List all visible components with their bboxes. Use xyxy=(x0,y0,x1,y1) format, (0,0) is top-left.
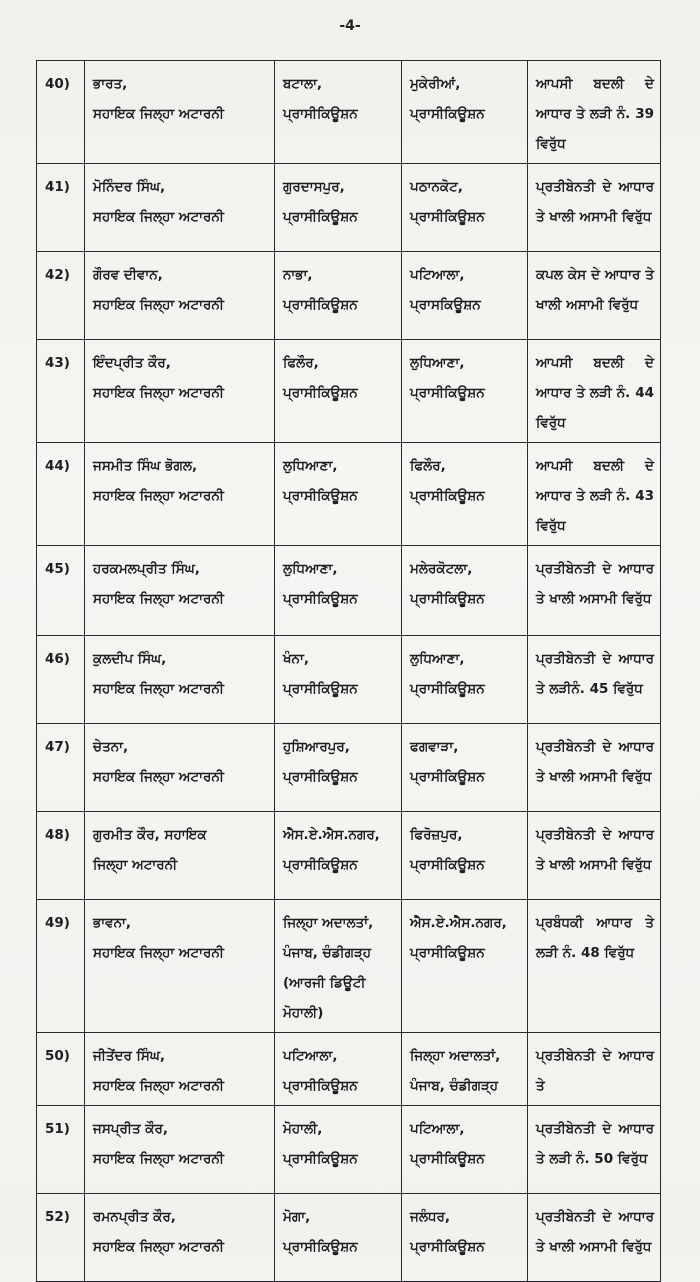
remark-text: ਪ੍ਰਤੀਬੇਨਤੀ ਦੇ ਆਧਾਰ ਤੇ ਖਾਲੀ ਅਸਾਮੀ ਵਿਰੁੱਧ xyxy=(536,827,654,873)
from-place: ਲੁਧਿਆਣਾ, xyxy=(283,561,338,577)
serial-number-cell xyxy=(37,724,85,812)
to-station-cell xyxy=(402,1194,528,1282)
officer-designation: ਸਹਾਇਕ ਜਿਲ੍ਹਾ ਅਟਾਰਨੀ xyxy=(93,297,224,313)
to-station-cell xyxy=(402,252,528,340)
from-place: ਬਟਾਲਾ, xyxy=(283,76,323,92)
to-station-cell xyxy=(402,636,528,724)
to-place: ਪਠਾਨਕੋਟ, xyxy=(410,179,463,195)
table-row xyxy=(37,900,661,1033)
to-station-cell xyxy=(402,724,528,812)
officer-name: ਰਮਨਪ੍ਰੀਤ ਕੌਰ, xyxy=(93,1209,176,1225)
officer-designation: ਜਿਲ੍ਹਾ ਅਟਾਰਨੀ xyxy=(93,857,178,873)
officer-name: ਜਸਮੀਤ ਸਿੰਘ ਭੋਗਲ, xyxy=(93,458,198,474)
serial-number: 46) xyxy=(45,651,70,667)
to-station-cell xyxy=(402,1106,528,1194)
to-department: ਪ੍ਰਾਸੀਕਿਊਸ਼ਨ xyxy=(410,209,485,225)
from-place: ਹੁਸ਼ਿਆਰਪੁਰ, xyxy=(283,739,350,755)
serial-number: 41) xyxy=(45,179,70,195)
remark-cell xyxy=(528,724,661,812)
officer-cell xyxy=(85,252,275,340)
to-department: ਪ੍ਰਾਸਕਿਊਸ਼ਨ xyxy=(410,297,481,313)
to-department: ਪ੍ਰਾਸੀਕਿਊਸ਼ਨ xyxy=(410,769,485,785)
from-station-cell xyxy=(275,340,402,443)
to-department: ਪ੍ਰਾਸੀਕਿਊਸ਼ਨ xyxy=(410,1151,485,1167)
serial-number-cell xyxy=(37,252,85,340)
officer-name: ਗੁਰਮੀਤ ਕੌਰ, ਸਹਾਇਕ xyxy=(93,827,207,843)
to-place: ਮਲੇਰਕੋਟਲਾ, xyxy=(410,561,473,577)
table-row xyxy=(37,340,661,443)
from-station-cell xyxy=(275,1106,402,1194)
remark-text: ਆਪਸੀ ਬਦਲੀ ਦੇ ਆਧਾਰ ਤੇ ਲੜੀ ਨੰ. 39 ਵਿਰੁੱਧ xyxy=(536,76,654,152)
officer-designation: ਸਹਾਇਕ ਜਿਲ੍ਹਾ ਅਟਾਰਨੀ xyxy=(93,769,224,785)
to-place: ਮੁਕੇਰੀਆਂ, xyxy=(410,76,461,92)
remark-cell xyxy=(528,1106,661,1194)
serial-number: 47) xyxy=(45,739,70,755)
from-place: ਮੋਗਾ, xyxy=(283,1209,311,1225)
to-department: ਪ੍ਰਾਸੀਕਿਊਸ਼ਨ xyxy=(410,385,485,401)
officer-name: ਜਸਪ੍ਰੀਤ ਕੌਰ, xyxy=(93,1121,168,1137)
officer-cell xyxy=(85,724,275,812)
serial-number-cell xyxy=(37,546,85,636)
remark-cell xyxy=(528,812,661,900)
to-station-cell xyxy=(402,900,528,1033)
remark-cell xyxy=(528,1033,661,1106)
officer-name: ਇੰਦਪ੍ਰੀਤ ਕੌਰ, xyxy=(93,355,171,371)
serial-number: 49) xyxy=(45,915,70,931)
officer-designation: ਸਹਾਇਕ ਜਿਲ੍ਹਾ ਅਟਾਰਨੀ xyxy=(93,945,224,961)
officer-cell xyxy=(85,812,275,900)
serial-number-cell xyxy=(37,443,85,546)
officer-name: ਜੀਤੇਂਦਰ ਸਿੰਘ, xyxy=(93,1048,166,1064)
officer-designation: ਸਹਾਇਕ ਜਿਲ੍ਹਾ ਅਟਾਰਨੀ xyxy=(93,209,224,225)
from-station-cell xyxy=(275,812,402,900)
remark-cell xyxy=(528,546,661,636)
from-department: ਪ੍ਰਾਸੀਕਿਊਸ਼ਨ xyxy=(283,857,358,873)
table-row xyxy=(37,1033,661,1106)
from-place: ਲੁਧਿਆਣਾ, xyxy=(283,458,338,474)
from-station-cell xyxy=(275,61,402,164)
from-place: ਐਸ.ਏ.ਐਸ.ਨਗਰ, xyxy=(283,827,380,843)
from-department: ਪ੍ਰਾਸੀਕਿਊਸ਼ਨ xyxy=(283,1078,358,1094)
to-place: ਐਸ.ਏ.ਐਸ.ਨਗਰ, xyxy=(410,915,507,931)
remark-text: ਪ੍ਰਤੀਬੇਨਤੀ ਦੇ ਆਧਾਰ ਤੇ ਖਾਲੀ ਅਸਾਮੀ ਵਿਰੁੱਧ xyxy=(536,561,654,607)
from-station-cell xyxy=(275,443,402,546)
to-place: ਜਿਲ੍ਹਾ ਅਦਾਲਤਾਂ, xyxy=(410,1048,501,1064)
remark-text: ਪ੍ਰਤੀਬੇਨਤੀ ਦੇ ਆਧਾਰ ਤੇ ਲੜੀਨੰ. 45 ਵਿਰੁੱਧ xyxy=(536,651,654,697)
to-place: ਲੁਧਿਆਣਾ, xyxy=(410,651,465,667)
officer-name: ਭਾਰਤ, xyxy=(93,76,128,92)
serial-number-cell xyxy=(37,340,85,443)
serial-number: 52) xyxy=(45,1209,70,1225)
to-department: ਪ੍ਰਾਸੀਕਿਊਸ਼ਨ xyxy=(410,857,485,873)
serial-number: 43) xyxy=(45,355,70,371)
serial-number-cell xyxy=(37,1033,85,1106)
remark-text: ਪ੍ਰਤੀਬੇਨਤੀ ਦੇ ਆਧਾਰ ਤੇ ਖਾਲੀ ਅਸਾਮੀ ਵਿਰੁੱਧ xyxy=(536,739,654,785)
from-department: ਪ੍ਰਾਸੀਕਿਊਸ਼ਨ xyxy=(283,591,358,607)
table-row xyxy=(37,724,661,812)
from-department: ਪ੍ਰਾਸੀਕਿਊਸ਼ਨ xyxy=(283,1151,358,1167)
to-department: ਪ੍ਰਾਸੀਕਿਊਸ਼ਨ xyxy=(410,945,485,961)
remark-text: ਪ੍ਰਤੀਬੇਨਤੀ ਦੇ ਆਧਾਰ ਤੇ xyxy=(536,1048,654,1094)
remark-text: ਕਪਲ ਕੇਸ ਦੇ ਆਧਾਰ ਤੇ ਖਾਲੀ ਅਸਾਮੀ ਵਿਰੁੱਧ xyxy=(536,267,654,313)
table-row xyxy=(37,61,661,164)
from-station-cell xyxy=(275,252,402,340)
from-place: ਜਿਲ੍ਹਾ ਅਦਾਲਤਾਂ, xyxy=(283,915,374,931)
officer-name: ਚੇਤਨਾ, xyxy=(93,739,129,755)
to-place: ਲੁਧਿਆਣਾ, xyxy=(410,355,465,371)
remark-text: ਪ੍ਰਤੀਬੇਨਤੀ ਦੇ ਆਧਾਰ ਤੇ ਖਾਲੀ ਅਸਾਮੀ ਵਿਰੁੱਧ xyxy=(536,179,654,225)
from-department: ਪ੍ਰਾਸੀਕਿਊਸ਼ਨ xyxy=(283,1239,358,1255)
remark-text: ਆਪਸੀ ਬਦਲੀ ਦੇ ਆਧਾਰ ਤੇ ਲੜੀ ਨੰ. 44 ਵਿਰੁੱਧ xyxy=(536,355,654,431)
from-department: ਪ੍ਰਾਸੀਕਿਊਸ਼ਨ xyxy=(283,106,358,122)
to-department: ਪ੍ਰਾਸੀਕਿਊਸ਼ਨ xyxy=(410,591,485,607)
serial-number-cell xyxy=(37,1106,85,1194)
from-station-cell xyxy=(275,546,402,636)
table-row xyxy=(37,546,661,636)
officer-designation: ਸਹਾਇਕ ਜਿਲ੍ਹਾ ਅਟਾਰਨੀ xyxy=(93,488,224,504)
table-row xyxy=(37,1194,661,1282)
table-row xyxy=(37,443,661,546)
from-place: ਫਿਲੌਰ, xyxy=(283,355,319,371)
serial-number: 48) xyxy=(45,827,70,843)
to-place: ਫਗਵਾੜਾ, xyxy=(410,739,459,755)
to-place: ਪਟਿਆਲਾ, xyxy=(410,267,465,283)
officer-designation: ਸਹਾਇਕ ਜਿਲ੍ਹਾ ਅਟਾਰਨੀ xyxy=(93,385,224,401)
officer-cell xyxy=(85,443,275,546)
serial-number-cell xyxy=(37,636,85,724)
from-department: ਪ੍ਰਾਸੀਕਿਊਸ਼ਨ xyxy=(283,385,358,401)
officer-cell xyxy=(85,1033,275,1106)
serial-number: 51) xyxy=(45,1121,70,1137)
remark-cell xyxy=(528,636,661,724)
from-department: ਪੰਜਾਬ, ਚੰਡੀਗੜ੍ਹ (ਆਰਜੀ ਡਿਊਟੀ ਮੋਹਾਲੀ) xyxy=(283,945,372,1021)
from-place: ਖੰਨਾ, xyxy=(283,651,309,667)
from-place: ਮੋਹਾਲੀ, xyxy=(283,1121,323,1137)
remark-cell xyxy=(528,252,661,340)
remark-cell xyxy=(528,340,661,443)
page-number: -4- xyxy=(339,18,361,34)
to-station-cell xyxy=(402,812,528,900)
officer-cell xyxy=(85,546,275,636)
to-department: ਪ੍ਰਾਸੀਕਿਊਸ਼ਨ xyxy=(410,488,485,504)
from-station-cell xyxy=(275,1033,402,1106)
serial-number: 42) xyxy=(45,267,70,283)
officer-designation: ਸਹਾਇਕ ਜਿਲ੍ਹਾ ਅਟਾਰਨੀ xyxy=(93,681,224,697)
from-department: ਪ੍ਰਾਸੀਕਿਊਸ਼ਨ xyxy=(283,209,358,225)
officer-cell xyxy=(85,1106,275,1194)
to-department: ਪੰਜਾਬ, ਚੰਡੀਗੜ੍ਹ xyxy=(410,1078,499,1094)
to-place: ਫਿਲੌਰ, xyxy=(410,458,446,474)
to-station-cell xyxy=(402,164,528,252)
serial-number-cell xyxy=(37,164,85,252)
remark-cell xyxy=(528,900,661,1033)
officer-name: ਭਾਵਨਾ, xyxy=(93,915,132,931)
officer-designation: ਸਹਾਇਕ ਜਿਲ੍ਹਾ ਅਟਾਰਨੀ xyxy=(93,106,224,122)
officer-cell xyxy=(85,1194,275,1282)
officer-name: ਕੁਲਦੀਪ ਸਿੰਘ, xyxy=(93,651,167,667)
table-row xyxy=(37,252,661,340)
officer-cell xyxy=(85,61,275,164)
remark-text: ਆਪਸੀ ਬਦਲੀ ਦੇ ਆਧਾਰ ਤੇ ਲੜੀ ਨੰ. 43 ਵਿਰੁੱਧ xyxy=(536,458,654,534)
to-department: ਪ੍ਰਾਸੀਕਿਊਸ਼ਨ xyxy=(410,1239,485,1255)
to-station-cell xyxy=(402,546,528,636)
serial-number-cell xyxy=(37,1194,85,1282)
officer-name: ਹਰਕਮਲਪ੍ਰੀਤ ਸਿੰਘ, xyxy=(93,561,200,577)
remark-cell xyxy=(528,1194,661,1282)
remark-text: ਪ੍ਰਤੀਬੇਨਤੀ ਦੇ ਆਧਾਰ ਤੇ ਖਾਲੀ ਅਸਾਮੀ ਵਿਰੁੱਧ xyxy=(536,1209,654,1255)
remark-cell xyxy=(528,61,661,164)
to-station-cell xyxy=(402,1033,528,1106)
to-department: ਪ੍ਰਾਸੀਕਿਊਸ਼ਨ xyxy=(410,106,485,122)
to-place: ਪਟਿਆਲਾ, xyxy=(410,1121,465,1137)
serial-number: 40) xyxy=(45,76,70,92)
table-row xyxy=(37,812,661,900)
serial-number: 44) xyxy=(45,458,70,474)
from-department: ਪ੍ਰਾਸੀਕਿਊਸ਼ਨ xyxy=(283,769,358,785)
from-station-cell xyxy=(275,724,402,812)
serial-number-cell xyxy=(37,812,85,900)
transfer-orders-table xyxy=(36,60,661,1282)
from-department: ਪ੍ਰਾਸੀਕਿਊਸ਼ਨ xyxy=(283,297,358,313)
table-row xyxy=(37,164,661,252)
from-station-cell xyxy=(275,636,402,724)
serial-number-cell xyxy=(37,900,85,1033)
serial-number: 50) xyxy=(45,1048,70,1064)
officer-name: ਗੌਰਵ ਦੀਵਾਨ, xyxy=(93,267,163,283)
table-row xyxy=(37,636,661,724)
officer-cell xyxy=(85,164,275,252)
remark-text: ਪ੍ਰਤੀਬੇਨਤੀ ਦੇ ਆਧਾਰ ਤੇ ਲੜੀ ਨੰ. 50 ਵਿਰੁੱਧ xyxy=(536,1121,654,1167)
officer-designation: ਸਹਾਇਕ ਜਿਲ੍ਹਾ ਅਟਾਰਨੀ xyxy=(93,591,224,607)
officer-name: ਮੋਨਿੰਦਰ ਸਿੰਘ, xyxy=(93,179,166,195)
officer-cell xyxy=(85,636,275,724)
officer-cell xyxy=(85,340,275,443)
remark-cell xyxy=(528,164,661,252)
from-station-cell xyxy=(275,1194,402,1282)
from-department: ਪ੍ਰਾਸੀਕਿਊਸ਼ਨ xyxy=(283,488,358,504)
remark-cell xyxy=(528,443,661,546)
to-station-cell xyxy=(402,61,528,164)
from-department: ਪ੍ਰਾਸੀਕਿਊਸ਼ਨ xyxy=(283,681,358,697)
table-row xyxy=(37,1106,661,1194)
officer-designation: ਸਹਾਇਕ ਜਿਲ੍ਹਾ ਅਟਾਰਨੀ xyxy=(93,1151,224,1167)
to-place: ਫਿਰੋਜ਼ਪੁਰ, xyxy=(410,827,463,843)
from-place: ਪਟਿਆਲਾ, xyxy=(283,1048,338,1064)
to-department: ਪ੍ਰਾਸੀਕਿਊਸ਼ਨ xyxy=(410,681,485,697)
to-place: ਜਲੰਧਰ, xyxy=(410,1209,450,1225)
serial-number: 45) xyxy=(45,561,70,577)
transfer-orders-body xyxy=(37,61,661,1282)
from-station-cell xyxy=(275,900,402,1033)
officer-designation: ਸਹਾਇਕ ਜਿਲ੍ਹਾ ਅਟਾਰਨੀ xyxy=(93,1239,224,1255)
from-place: ਗੁਰਦਾਸਪੁਰ, xyxy=(283,179,345,195)
from-station-cell xyxy=(275,164,402,252)
from-place: ਨਾਭਾ, xyxy=(283,267,313,283)
officer-cell xyxy=(85,900,275,1033)
officer-designation: ਸਹਾਇਕ ਜਿਲ੍ਹਾ ਅਟਾਰਨੀ xyxy=(93,1078,224,1094)
to-station-cell xyxy=(402,443,528,546)
to-station-cell xyxy=(402,340,528,443)
serial-number-cell xyxy=(37,61,85,164)
remark-text: ਪ੍ਰਬੰਧਕੀ ਆਧਾਰ ਤੇ ਲੜੀ ਨੰ. 48 ਵਿਰੁੱਧ xyxy=(536,915,654,961)
